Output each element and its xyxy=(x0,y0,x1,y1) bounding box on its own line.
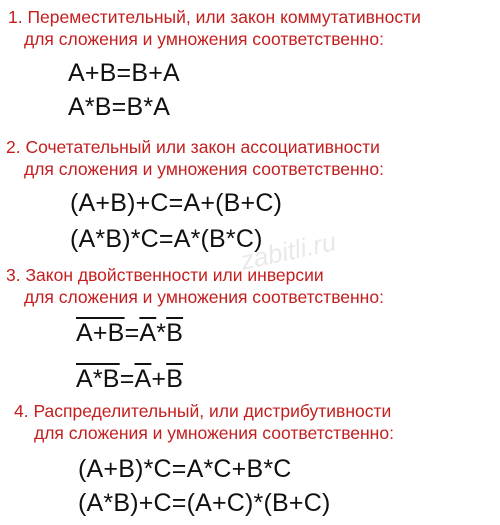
section-3-formula-1 xyxy=(76,318,183,348)
section-3-formula-1-a: $\overline{A}$ xyxy=(139,319,157,347)
section-4-heading-line2: для сложения и умножения соответственно: xyxy=(34,423,394,443)
section-1-heading-line2: для сложения и умножения соответственно: xyxy=(24,29,384,49)
section-3-formula-2-eq: = xyxy=(119,365,135,393)
section-4-formula-1: (A+B)*C=A*C+B*C xyxy=(78,455,292,483)
section-3-formula-1-op: * xyxy=(156,319,167,347)
section-1-heading xyxy=(8,6,421,50)
section-3-formula-2-b: $\overline{B}$ xyxy=(166,365,184,393)
section-4-heading-line1: 4. Распределительный, или дистрибутивности xyxy=(14,401,392,421)
section-3-formula-2-a: $\overline{A}$ xyxy=(134,365,152,393)
section-3-formula-1-b: $\overline{B}$ xyxy=(166,319,184,347)
section-3-heading-line2: для сложения и умножения соответственно: xyxy=(24,287,384,307)
section-3-formula-2 xyxy=(76,364,183,394)
section-3-heading-line1: 3. Закон двойственности или инверсии xyxy=(6,265,324,285)
section-2-heading xyxy=(6,136,384,180)
section-3-formula-2-lhs: A*B xyxy=(76,365,120,393)
section-3-heading xyxy=(6,264,384,308)
section-1-heading-line1: 1. Переместительный, или закон коммутативности xyxy=(8,7,421,27)
section-2-heading-line2: для сложения и умножения соответственно: xyxy=(24,159,384,179)
section-4-heading xyxy=(14,400,394,444)
section-1-formula-2: A*B=B*A xyxy=(68,93,171,121)
section-2-formula-1: (A+B)+C=A+(B+C) xyxy=(70,189,283,217)
section-3-formula-2-op: + xyxy=(151,365,167,393)
watermark: zabitli.ru xyxy=(237,226,339,276)
section-2-heading-line1: 2. Сочетательный или закон ассоциативности xyxy=(6,137,380,157)
section-3-formula-1-eq: = xyxy=(124,319,140,347)
section-4-formula-2: (A*B)+C=(A+C)*(B+C) xyxy=(78,489,331,517)
section-1-formula-1: A+B=B+A xyxy=(68,59,180,87)
section-2-formula-2: (A*B)*C=A*(B*C) xyxy=(70,225,263,253)
section-3-formula-1-lhs: A+B xyxy=(76,319,125,347)
